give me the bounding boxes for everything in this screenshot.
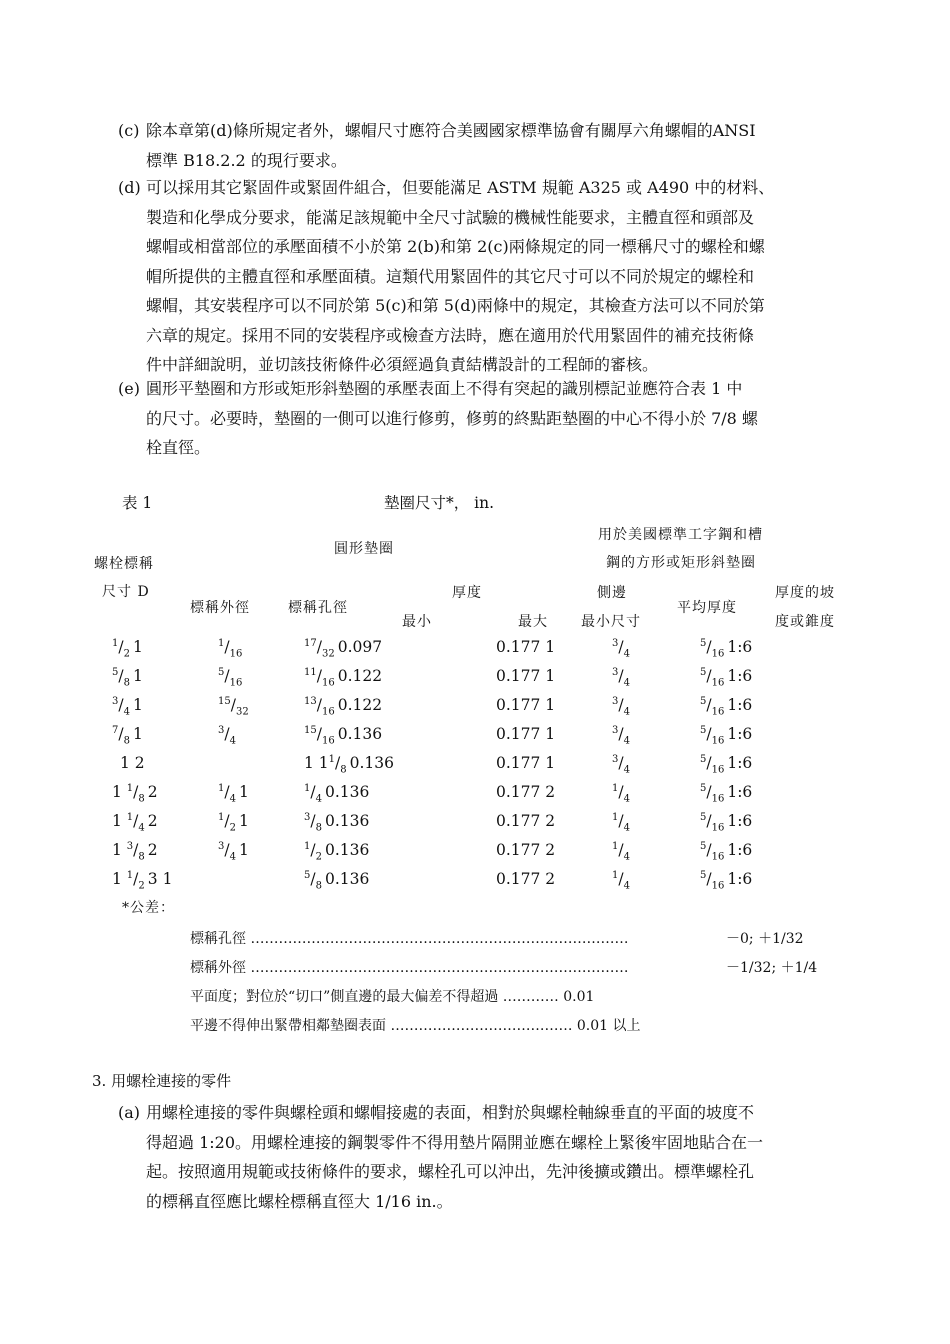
fraction-denominator: 4 (123, 706, 130, 718)
fraction-slash: / (118, 667, 124, 686)
table-cell (700, 667, 752, 688)
table-cell (612, 638, 633, 659)
fraction-numerator: 1 (126, 870, 134, 881)
trailing-value: 1:6 (727, 696, 753, 715)
paragraph-d (118, 173, 878, 380)
fraction-numerator: 17 (304, 638, 317, 649)
paragraph-line: 螺帽，其安裝程序可以不同於第 5(c)和第 5(d)兩條中的規定，其檢查方法可以不同於第 (146, 296, 765, 315)
table-cell (304, 667, 382, 688)
table-cell (612, 783, 633, 804)
table-cell (496, 812, 555, 830)
table-cell (112, 725, 143, 746)
whole-part: 1 (112, 870, 127, 889)
fraction-denominator: 16 (229, 648, 243, 660)
paragraph-c (118, 116, 878, 175)
fraction-denominator: 4 (229, 851, 236, 863)
trailing-value: 0.136 (324, 870, 370, 889)
table-cell (304, 841, 369, 862)
fraction-slash: / (618, 783, 624, 802)
paragraph-line: 六章的規定。採用不同的安裝程序或檢查方法時，應在適用於代用緊固件的補充技術條 (146, 325, 755, 345)
trailing-value: 2 (147, 783, 158, 802)
fraction-numerator: 3 (218, 841, 225, 852)
table-cell (112, 638, 143, 659)
fraction-slash: / (706, 870, 712, 889)
fraction-numerator: 3 (612, 696, 619, 707)
trailing-value: 1:6 (727, 870, 753, 889)
paragraph-line: 可以採用其它緊固件或緊固件組合，但要能滿足 ASTM 規範 A325 或 A490 中的材料、 (146, 178, 775, 197)
paragraph-label: (c) (118, 121, 140, 140)
fraction-numerator: 3 (218, 725, 225, 736)
table-cell (304, 754, 394, 775)
fraction-denominator: 2 (315, 851, 322, 863)
table-title: 墊圈尺寸*， in. (384, 494, 495, 512)
fraction-slash: / (224, 841, 230, 860)
fraction-denominator: 8 (123, 677, 130, 689)
thickness-max-value: 0.177 2 (496, 841, 556, 859)
fraction-numerator: 5 (700, 812, 707, 823)
fraction-slash: / (133, 812, 139, 831)
table-cell (112, 667, 143, 688)
fraction-slash: / (618, 812, 624, 831)
table-cell (218, 783, 249, 804)
paragraph-line: 栓直徑。 (146, 438, 211, 457)
trailing-value: 0.136 (324, 783, 370, 802)
fraction-denominator: 8 (340, 764, 347, 776)
fraction-denominator: 16 (711, 880, 725, 892)
trailing-value: 2 (147, 841, 158, 860)
fraction-slash: / (118, 725, 124, 744)
table-cell (612, 696, 633, 717)
whole-part: 1 (112, 812, 127, 831)
table-cell (218, 725, 239, 746)
trailing-value: 1:6 (727, 812, 753, 831)
trailing-value: 0.136 (324, 812, 370, 831)
header-bolt-size: 螺栓標稱 (94, 556, 154, 572)
fraction-denominator: 8 (138, 793, 145, 805)
fraction-numerator: 1 (126, 812, 134, 823)
fraction-slash: / (618, 638, 624, 657)
fraction-denominator: 4 (623, 851, 630, 863)
tolerance-line: 標稱孔徑 ……………………………………………………………………… (190, 931, 629, 947)
fraction-numerator: 1 (112, 638, 119, 649)
fraction-slash: / (316, 725, 322, 744)
fraction-slash: / (706, 696, 712, 715)
fraction-denominator: 16 (711, 822, 725, 834)
thickness-max-value: 0.177 1 (496, 696, 556, 714)
fraction-denominator: 16 (711, 648, 725, 660)
paragraph-line: 用螺栓連接的零件與螺栓頭和螺帽接處的表面，相對於與螺栓軸線垂直的平面的坡度不 (146, 1103, 755, 1122)
fraction-slash: / (316, 696, 322, 715)
thickness-max-value: 0.177 1 (496, 754, 556, 772)
table-cell (700, 870, 752, 891)
fraction-slash: / (230, 696, 236, 715)
fraction-denominator: 16 (711, 793, 725, 805)
table-cell (218, 870, 221, 888)
fraction-numerator: 15 (304, 725, 317, 736)
fraction-slash: / (224, 638, 230, 657)
whole-part: 1 1 (304, 754, 329, 773)
whole-part: 1 (112, 841, 127, 860)
paragraph-line: 件中詳細說明，並切該技術條件必須經過負責結構設計的工程師的審核。 (146, 355, 659, 374)
fraction-numerator: 5 (700, 754, 707, 765)
whole-part: 1 (112, 783, 127, 802)
section-heading: 3. 用螺栓連接的零件 (92, 1072, 232, 1090)
header-side-min: 最小尺寸 (581, 614, 641, 630)
fraction-numerator: 13 (304, 696, 317, 707)
fraction-numerator: 15 (218, 696, 231, 707)
fraction-slash: / (310, 841, 316, 860)
trailing-value: 1 (132, 725, 143, 744)
trailing-value: 1:6 (727, 667, 753, 686)
fraction-slash: / (335, 754, 341, 773)
table-cell (612, 754, 633, 775)
table-cell (218, 667, 245, 688)
trailing-value: 1:6 (727, 783, 753, 802)
fraction-slash: / (224, 667, 230, 686)
table-cell (700, 812, 752, 833)
tolerance-line: 平面度；對位於“切口”側直邊的最大偏差不得超過 ………… 0.01 (190, 989, 595, 1005)
trailing-value: 0.136 (349, 754, 395, 773)
table-cell (112, 841, 158, 862)
table-cell (218, 754, 221, 772)
fraction-denominator: 32 (321, 648, 335, 660)
tolerance-value: －0; ＋1/32 (726, 931, 804, 947)
fraction-denominator: 32 (235, 706, 249, 718)
fraction-denominator: 4 (623, 764, 630, 776)
fraction-slash: / (118, 696, 124, 715)
table-cell (304, 870, 369, 891)
fraction-denominator: 2 (138, 880, 145, 892)
fraction-slash: / (310, 870, 316, 889)
paragraph-line: 螺帽或相當部位的承壓面積不小於第 2(b)和第 2(c)兩條規定的同一標稱尺寸的螺栓和螺 (146, 237, 765, 256)
table-cell (700, 725, 752, 746)
paragraph-line: 圓形平墊圈和方形或矩形斜墊圈的承壓表面上不得有突起的識別標記並應符合表 1 中 (146, 379, 743, 398)
fraction-numerator: 5 (700, 783, 707, 794)
fraction-slash: / (224, 725, 230, 744)
trailing-value: 1 (238, 841, 249, 860)
paragraph-line: 起。按照適用規範或技術條件的要求，螺栓孔可以沖出，先沖後擴或鑽出。標準螺栓孔 (146, 1162, 755, 1181)
table-cell (496, 754, 555, 772)
fraction-denominator: 8 (138, 851, 145, 863)
fraction-denominator: 16 (711, 735, 725, 747)
table-cell (496, 696, 555, 714)
fraction-numerator: 5 (700, 696, 707, 707)
fraction-denominator: 2 (123, 648, 130, 660)
fraction-denominator: 4 (315, 793, 322, 805)
fraction-denominator: 4 (623, 793, 630, 805)
paragraph-line: 標準 B18.2.2 的現行要求。 (146, 150, 347, 170)
fraction-slash: / (618, 841, 624, 860)
fraction-slash: / (310, 783, 316, 802)
trailing-value: 1:6 (727, 841, 753, 860)
table-cell (304, 783, 369, 804)
header-slope-2: 度或錐度 (775, 614, 835, 630)
fraction-slash: / (133, 841, 139, 860)
fraction-numerator: 1 (612, 870, 619, 881)
paragraph-line: 帽所提供的主體直徑和承壓面積。這類代用緊固件的其它尺寸可以不同於規定的螺栓和 (146, 266, 755, 286)
fraction-denominator: 4 (623, 880, 630, 892)
paragraph-label: (d) (118, 178, 141, 197)
fraction-numerator: 5 (700, 870, 707, 881)
thickness-max-value: 0.177 1 (496, 725, 556, 743)
fraction-denominator: 8 (123, 735, 130, 747)
fraction-numerator: 1 (612, 783, 619, 794)
table-cell (218, 841, 249, 862)
fraction-denominator: 16 (321, 677, 335, 689)
fraction-denominator: 8 (315, 880, 322, 892)
fraction-numerator: 1 (126, 783, 134, 794)
fraction-slash: / (316, 667, 322, 686)
fraction-denominator: 16 (321, 706, 335, 718)
header-square-washer: 用於美國標準工字鋼和槽 (598, 527, 763, 543)
fraction-denominator: 4 (623, 677, 630, 689)
paragraph-line: 製造和化學成分要求，能滿足該規範中全尺寸試驗的機械性能要求，主體直徑和頭部及 (146, 207, 755, 227)
trailing-value: 1:6 (727, 725, 753, 744)
fraction-numerator: 3 (612, 725, 619, 736)
fraction-numerator: 1 (612, 812, 619, 823)
trailing-value: 0.136 (337, 725, 383, 744)
fraction-numerator: 1 (218, 783, 225, 794)
paragraph-line: 的尺寸。必要時，墊圈的一側可以進行修剪，修剪的終點距墊圈的中心不得小於 7/8 螺 (146, 408, 758, 428)
fraction-denominator: 4 (623, 822, 630, 834)
fraction-slash: / (618, 667, 624, 686)
fraction-slash: / (706, 783, 712, 802)
fraction-numerator: 5 (112, 667, 119, 678)
table-cell (700, 841, 752, 862)
fraction-slash: / (118, 638, 124, 657)
trailing-value: 1 (132, 638, 143, 657)
table-cell (612, 667, 633, 688)
fraction-denominator: 4 (229, 735, 236, 747)
fraction-slash: / (618, 754, 624, 773)
whole-part: 1 2 (120, 754, 145, 772)
fraction-denominator: 16 (711, 706, 725, 718)
paragraph-label: (a) (118, 1103, 141, 1122)
trailing-value: 1 (132, 696, 143, 715)
fraction-denominator: 4 (623, 706, 630, 718)
paragraph-line: 得超過 1:20。用螺栓連接的鋼製零件不得用墊片隔開並應在螺栓上緊後牢固地貼合在一 (146, 1132, 764, 1152)
header-side: 側邊 (597, 585, 627, 601)
table-cell (112, 696, 143, 717)
fraction-numerator: 3 (612, 754, 619, 765)
table-cell (700, 638, 752, 659)
thickness-max-value: 0.177 2 (496, 783, 556, 801)
table-cell (700, 754, 752, 775)
tolerance-title: *公差： (122, 900, 175, 916)
fraction-numerator: 1 (218, 812, 225, 823)
fraction-slash: / (133, 870, 139, 889)
tolerance-value: －1/32; ＋1/4 (726, 960, 818, 976)
fraction-numerator: 1 (328, 754, 336, 765)
fraction-denominator: 16 (321, 735, 335, 747)
header-slope: 厚度的坡 (775, 585, 835, 601)
table-cell (700, 696, 752, 717)
fraction-slash: / (618, 725, 624, 744)
table-cell (304, 638, 382, 659)
fraction-slash: / (618, 870, 624, 889)
fraction-slash: / (316, 638, 322, 657)
fraction-denominator: 4 (623, 735, 630, 747)
fraction-denominator: 4 (623, 648, 630, 660)
trailing-value: 1 (238, 812, 249, 831)
fraction-slash: / (224, 783, 230, 802)
fraction-numerator: 5 (700, 638, 707, 649)
fraction-slash: / (706, 812, 712, 831)
fraction-slash: / (133, 783, 139, 802)
fraction-numerator: 5 (218, 667, 225, 678)
fraction-denominator: 16 (711, 677, 725, 689)
paragraph-line: 的標稱直徑應比螺栓標稱直徑大 1/16 in.。 (146, 1191, 453, 1211)
fraction-numerator: 3 (126, 841, 134, 852)
table-cell (700, 783, 752, 804)
trailing-value: 3 1 (147, 870, 173, 889)
table-cell (496, 725, 555, 743)
trailing-value: 0.136 (324, 841, 370, 860)
table-cell (496, 667, 555, 685)
fraction-numerator: 1 (612, 841, 619, 852)
paragraph-label: (e) (118, 379, 140, 398)
trailing-value: 1:6 (727, 638, 753, 657)
table-cell (112, 870, 172, 891)
trailing-value: 1:6 (727, 754, 753, 773)
header-thickness-min: 最小 (402, 614, 432, 630)
fraction-denominator: 4 (229, 793, 236, 805)
trailing-value: 2 (147, 812, 158, 831)
trailing-value: 1 (238, 783, 249, 802)
fraction-slash: / (706, 667, 712, 686)
thickness-max-value: 0.177 2 (496, 870, 556, 888)
fraction-numerator: 7 (112, 725, 119, 736)
fraction-numerator: 1 (304, 783, 311, 794)
header-hole-dia: 標稱孔徑 (288, 600, 348, 616)
thickness-max-value: 0.177 2 (496, 812, 556, 830)
fraction-slash: / (706, 638, 712, 657)
fraction-slash: / (310, 812, 316, 831)
paragraph-e (118, 374, 878, 463)
table-cell (304, 812, 369, 833)
paragraph-line: 除本章第(d)條所規定者外，螺帽尺寸應符合美國國家標準協會有關厚六角螺帽的ANSI (146, 121, 756, 140)
table-label: 表 1 (122, 494, 153, 512)
header-bolt-size-d: 尺寸 D (102, 584, 150, 600)
header-thickness-max: 最大 (518, 614, 548, 630)
table-cell (612, 870, 633, 891)
fraction-denominator: 8 (315, 822, 322, 834)
tolerance-line: 標稱外徑 ……………………………………………………………………… (190, 960, 629, 976)
fraction-numerator: 3 (304, 812, 311, 823)
table-cell (112, 812, 158, 833)
header-avg-thickness: 平均厚度 (677, 600, 737, 616)
table-cell (304, 725, 382, 746)
fraction-denominator: 16 (711, 851, 725, 863)
trailing-value: 0.097 (337, 638, 383, 657)
fraction-slash: / (706, 725, 712, 744)
trailing-value: 0.122 (337, 667, 383, 686)
thickness-max-value: 0.177 1 (496, 638, 556, 656)
header-round-washer: 圓形墊圈 (334, 541, 394, 557)
table-cell (496, 870, 555, 888)
table-cell (496, 638, 555, 656)
fraction-denominator: 16 (229, 677, 243, 689)
table-cell (612, 812, 633, 833)
fraction-numerator: 1 (218, 638, 225, 649)
thickness-max-value: 0.177 1 (496, 667, 556, 685)
fraction-numerator: 5 (700, 725, 707, 736)
fraction-numerator: 3 (112, 696, 119, 707)
tolerance-line: 平邊不得伸出緊帶相鄰墊圈表面 ………………………………… 0.01 以上 (190, 1018, 641, 1034)
table-cell (612, 841, 633, 862)
fraction-numerator: 5 (700, 841, 707, 852)
fraction-numerator: 3 (612, 667, 619, 678)
table-cell (304, 696, 382, 717)
table-cell (112, 783, 158, 804)
fraction-slash: / (224, 812, 230, 831)
table-cell (218, 812, 249, 833)
fraction-numerator: 3 (612, 638, 619, 649)
table-cell (612, 725, 633, 746)
header-thickness: 厚度 (452, 585, 482, 601)
fraction-denominator: 2 (229, 822, 236, 834)
fraction-numerator: 5 (700, 667, 707, 678)
fraction-denominator: 16 (711, 764, 725, 776)
fraction-slash: / (706, 754, 712, 773)
fraction-numerator: 11 (304, 667, 317, 678)
table-cell (120, 754, 148, 772)
trailing-value: 1 (132, 667, 143, 686)
trailing-value: 0.122 (337, 696, 383, 715)
section-3-paragraph-a (118, 1098, 878, 1216)
fraction-slash: / (706, 841, 712, 860)
table-cell (496, 841, 555, 859)
header-outer-dia: 標稱外徑 (190, 600, 250, 616)
fraction-denominator: 4 (138, 822, 145, 834)
header-square-washer-2: 鋼的方形或矩形斜墊圈 (606, 555, 756, 571)
table-cell (218, 638, 245, 659)
table-cell (218, 696, 252, 717)
fraction-numerator: 5 (304, 870, 311, 881)
fraction-slash: / (618, 696, 624, 715)
fraction-numerator: 1 (304, 841, 311, 852)
table-cell (496, 783, 555, 801)
